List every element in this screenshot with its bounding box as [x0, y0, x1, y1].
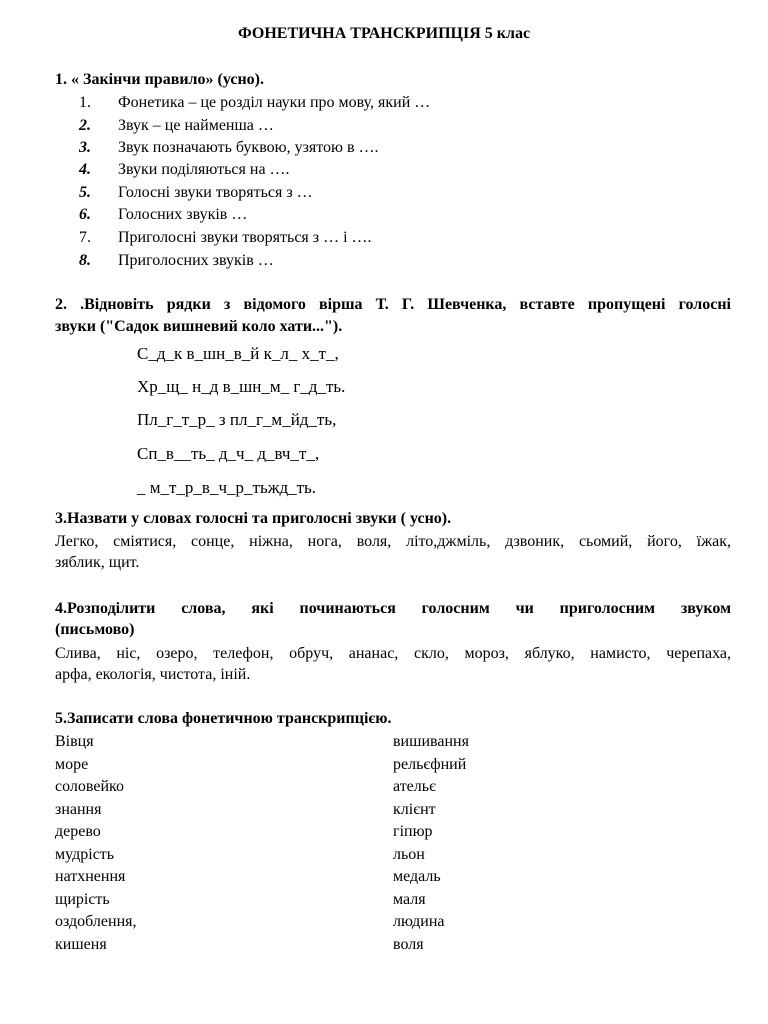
word-left: натхнення — [55, 868, 126, 885]
section3-words-line2: зяблик, щит. — [55, 554, 140, 571]
list-item-number: 5. — [79, 184, 91, 201]
section1-heading: 1. « Закінчи правило» (усно). — [55, 71, 265, 88]
section5-heading: 5.Записати слова фонетичною транскрипцією. — [55, 710, 392, 727]
section4-heading-line1: 4.Розподілити слова, які починаються голосним чи приголосним звуком — [55, 600, 731, 617]
list-item-number: 7. — [79, 229, 91, 246]
list-item-number: 1. — [79, 94, 91, 111]
list-item-number: 2. — [79, 117, 91, 134]
section4-words-line2: арфа, екологія, чистота, іній. — [55, 666, 251, 683]
word-left: море — [55, 756, 89, 773]
word-left: дерево — [55, 823, 101, 840]
word-right: гіпюр — [393, 823, 433, 840]
list-item-number: 8. — [79, 252, 91, 269]
word-right: ательє — [393, 778, 436, 795]
section4-words-line1: Слива, ніс, озеро, телефон, обруч, ананас, скло, мороз, яблуко, намисто, черепаха, — [55, 645, 731, 662]
word-right: рельєфний — [393, 756, 467, 773]
section2-heading-line1: 2. .Відновіть рядки з відомого вірша Т. Г. Шевченка, вставте пропущені голосні — [55, 296, 731, 313]
verse-line: Пл_г_т_р_ з пл_г_м_йд_ть, — [137, 410, 337, 429]
verse-line: С_д_к в_шн_в_й к_л_ х_т_, — [137, 344, 339, 363]
verse-line: _ м_т_р_в_ч_р_тьжд_ть. — [137, 478, 317, 497]
section4-heading-line2: (письмово) — [55, 621, 135, 638]
verse-line: Сп_в__ть_ д_ч_ д_вч_т_, — [137, 444, 320, 463]
list-item-text: Голосних звуків … — [118, 206, 248, 223]
list-item-text: Звук позначають буквою, узятою в …. — [118, 139, 379, 156]
word-left: оздоблення, — [55, 913, 137, 930]
list-item-text: Приголосні звуки творяться з … і …. — [118, 229, 372, 246]
list-item-number: 4. — [79, 161, 91, 178]
section3-words-line1: Легко, сміятися, сонце, ніжна, нога, воля, літо,джміль, дзвоник, сьомий, його, їжак, — [55, 533, 731, 550]
list-item-text: Голосні звуки творяться з … — [118, 184, 313, 201]
page-title: ФОНЕТИЧНА ТРАНСКРИПЦІЯ 5 клас — [237, 25, 531, 42]
verse-line: Хр_щ_ н_д в_шн_м_ г_д_ть. — [137, 377, 346, 396]
word-left: знання — [55, 801, 102, 818]
word-left: Вівця — [55, 733, 94, 750]
word-left: щирість — [55, 891, 110, 908]
word-right: людина — [393, 913, 445, 930]
list-item-number: 6. — [79, 206, 91, 223]
list-item-text: Приголосних звуків … — [118, 252, 274, 269]
section3-heading: 3.Назвати у словах голосні та приголосні звуки ( усно). — [55, 510, 452, 527]
list-item-number: 3. — [79, 139, 91, 156]
word-right: маля — [393, 891, 426, 908]
word-right: клієнт — [393, 801, 436, 818]
word-right: медаль — [393, 868, 441, 885]
section2-heading-line2: звуки ("Садок вишневий коло хати..."). — [55, 318, 343, 335]
word-right: воля — [393, 936, 424, 953]
list-item-text: Звук – це найменша … — [118, 117, 274, 134]
list-item-text: Фонетика – це розділ науки про мову, який … — [118, 94, 431, 111]
word-right: вишивання — [393, 733, 469, 750]
word-left: мудрість — [55, 846, 115, 863]
word-left: кишеня — [55, 936, 107, 953]
word-left: соловейко — [55, 778, 124, 795]
word-right: льон — [393, 846, 425, 863]
list-item-text: Звуки поділяються на …. — [118, 161, 290, 178]
